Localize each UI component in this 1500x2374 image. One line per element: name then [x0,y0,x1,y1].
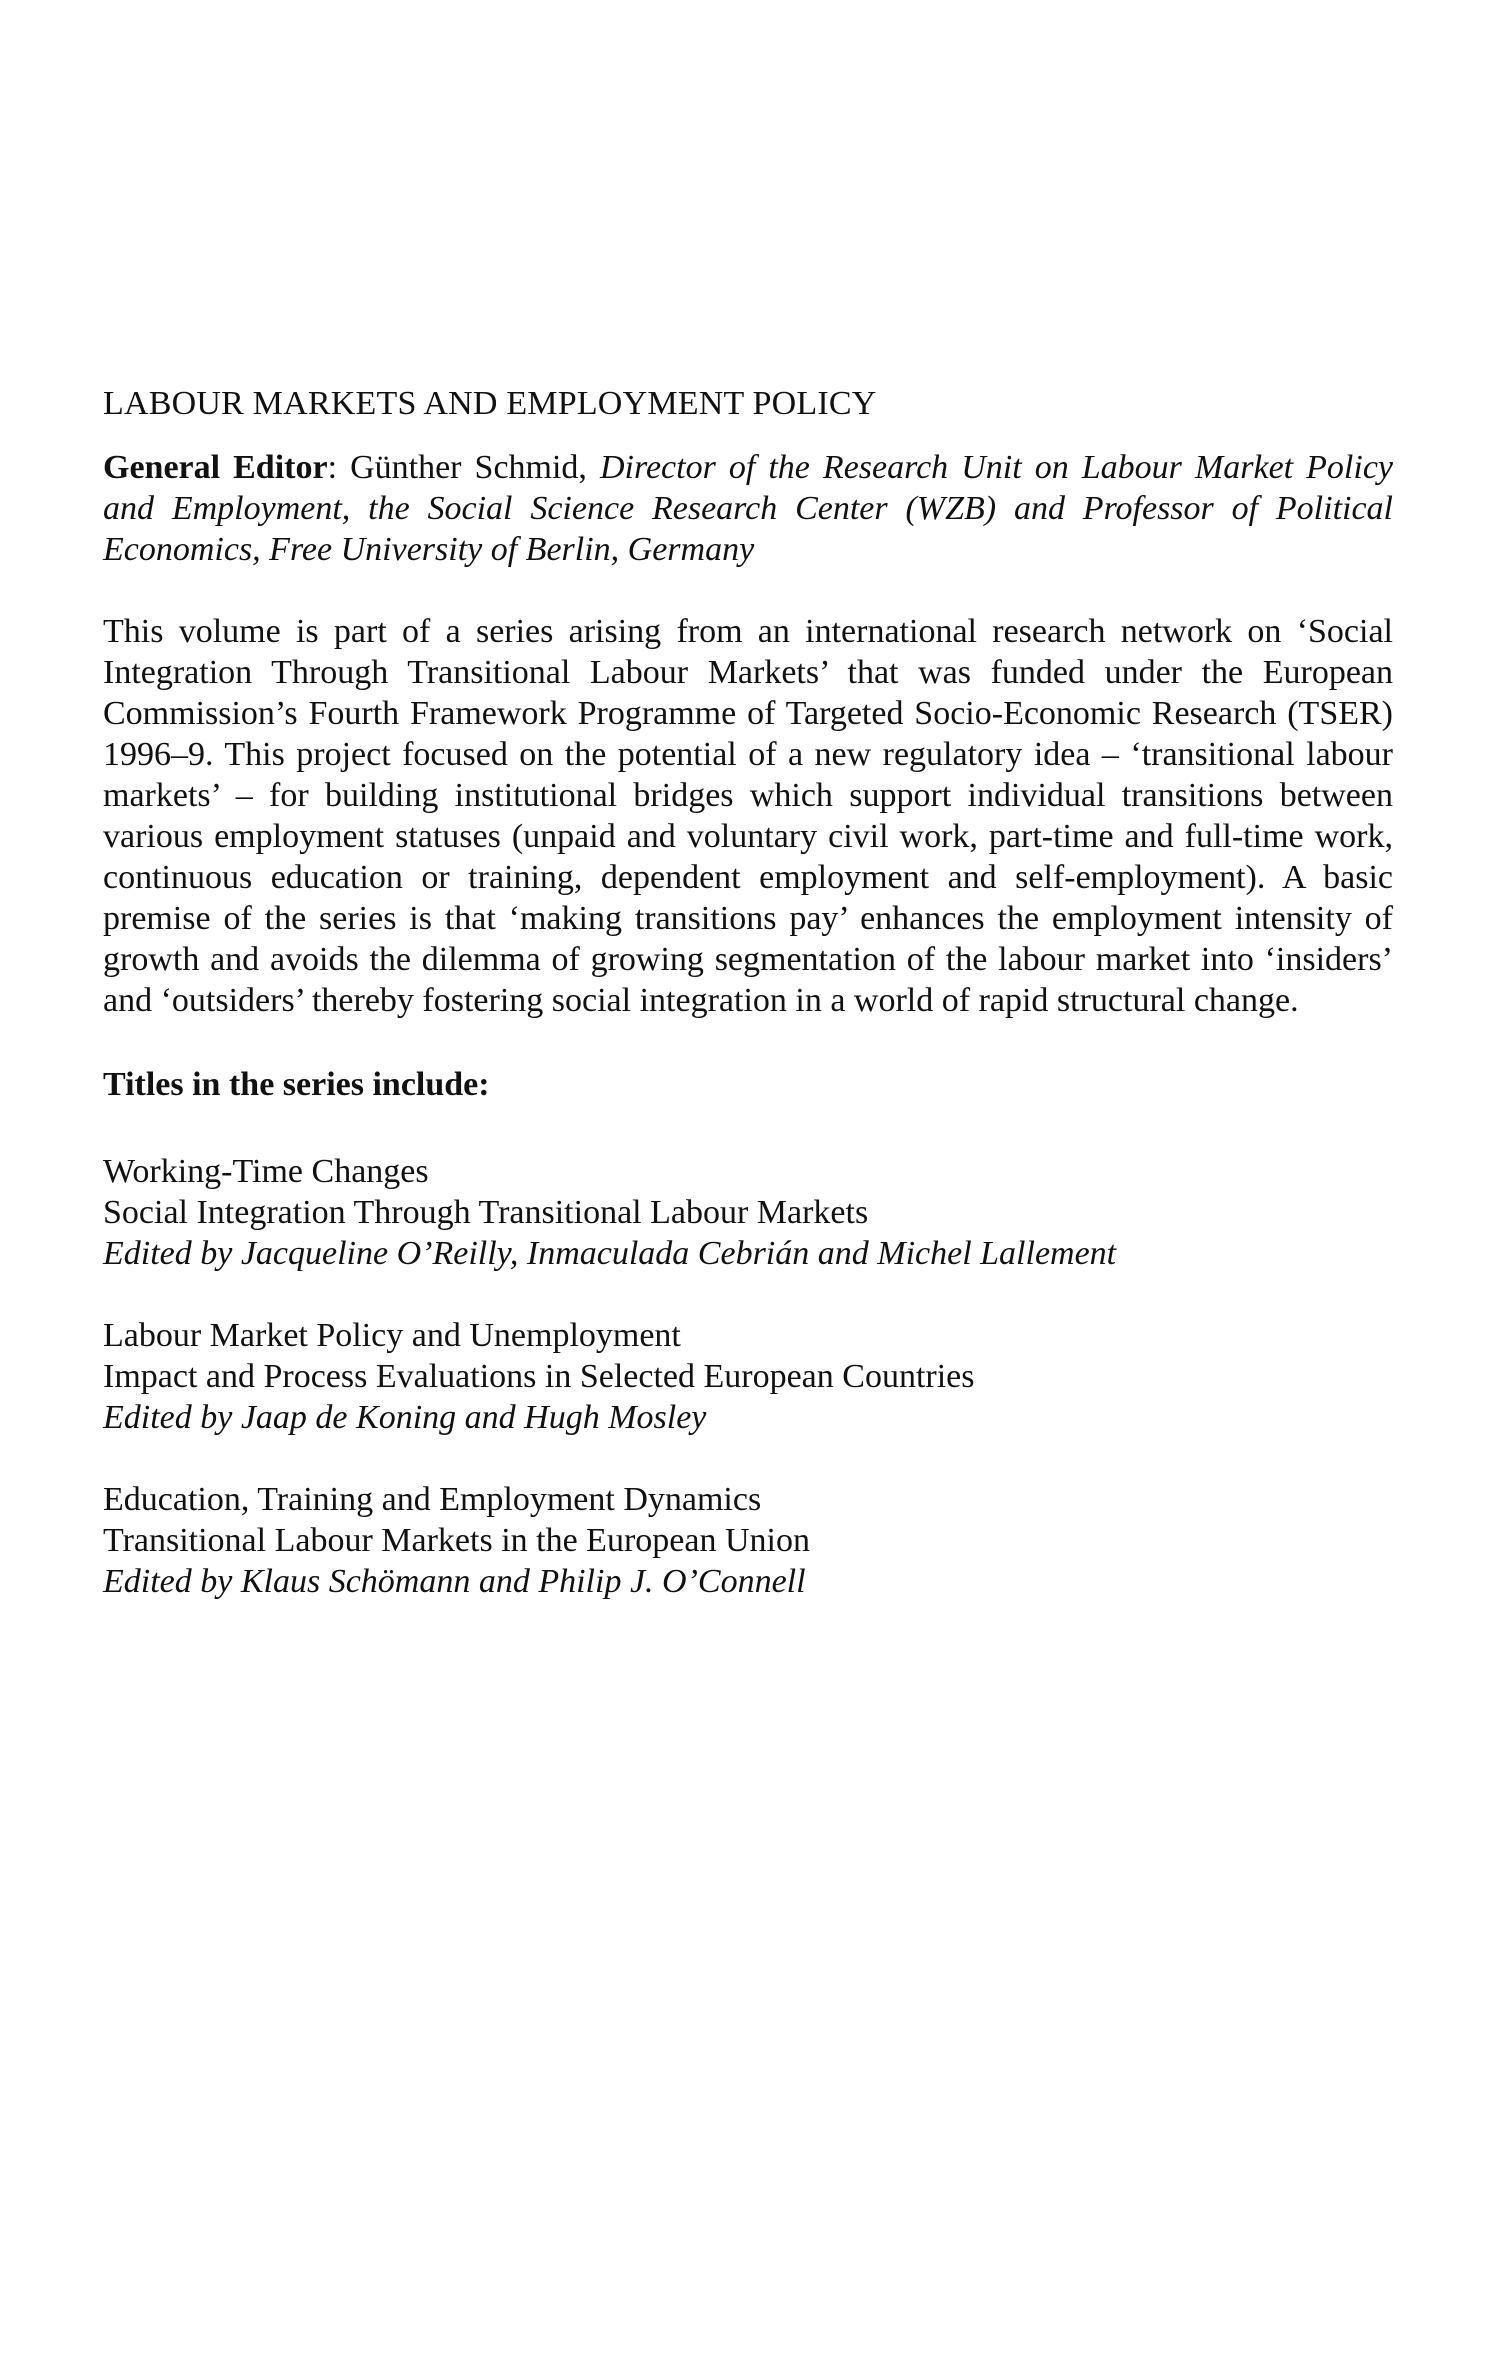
titles-heading: Titles in the series include: [103,1066,490,1103]
book-editors: Edited by Klaus Schömann and Philip J. O’Connell [103,1563,806,1600]
general-editor-label: General Editor [103,449,328,486]
book-title: Working-Time Changes [103,1153,429,1190]
title-entry [103,1151,1393,1274]
book-subtitle: Transitional Labour Markets in the European Union [103,1522,810,1559]
book-title: Education, Training and Employment Dynamics [103,1481,762,1518]
general-editor-separator: : [327,449,351,486]
book-editors: Edited by Jacqueline O’Reilly, Inmaculada Cebrián and Michel Lallement [103,1235,1117,1272]
series-description: This volume is part of a series arising from an international research network on ‘Social Integration Through Transitional Labour Markets’ that was funded under the European Commission’s Fourth Framework Programme of Targeted Socio-Economic Research (TSER) 1996–9. This project focused on the potential of a new regulatory idea – ‘transitional labour markets’ – for building institutional bridges which support individual transitions between various employment statuses (unpaid and voluntary civil work, part-time and full-time work, continuous education or training, dependent employment and self-employment). A basic premise of the series is that ‘making transitions pay’ enhances the employment intensity of growth and avoids the dilemma of growing segmentation of the labour market into ‘insiders’ and ‘outsiders’ thereby fostering social integration in a world of rapid structural change. [103,613,1393,1019]
book-subtitle: Social Integration Through Transitional Labour Markets [103,1194,869,1231]
book-title: Labour Market Policy and Unemployment [103,1317,681,1354]
series-page [103,383,1393,1643]
title-entry [103,1479,1393,1602]
general-editor-name: Günther Schmid, [350,449,587,486]
book-subtitle: Impact and Process Evaluations in Selected European Countries [103,1358,975,1395]
general-editor-description: Director of the Research Unit on Labour Market Policy and Employment, the Social Science Research Center (WZB) and Professor of Political Economics, Free University of Berlin, Germany [103,449,1394,568]
book-editors: Edited by Jaap de Koning and Hugh Mosley [103,1399,707,1436]
series-title: LABOUR MARKETS AND EMPLOYMENT POLICY [103,385,877,422]
title-entry [103,1315,1393,1438]
titles-list [103,1151,1393,1602]
general-editor-paragraph [103,447,1393,570]
